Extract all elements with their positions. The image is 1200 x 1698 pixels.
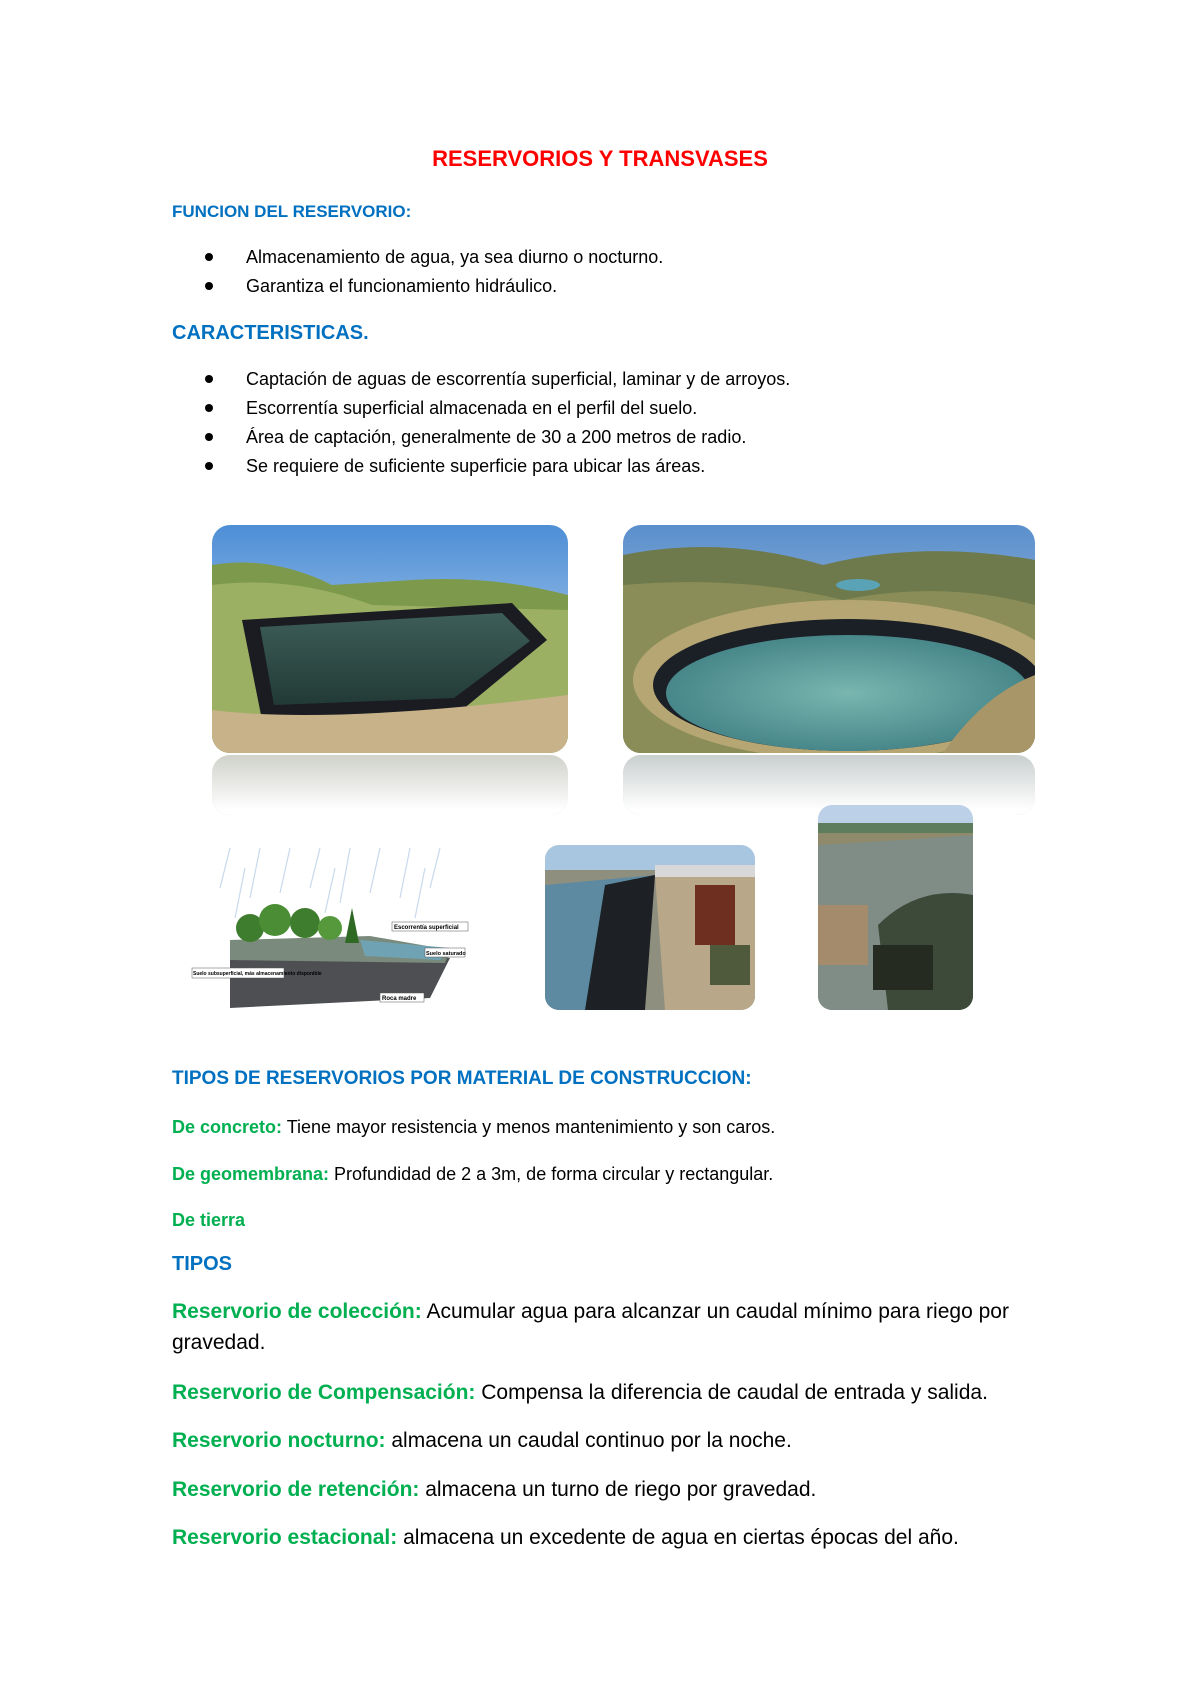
channel-photo — [545, 845, 755, 1010]
material-tierra: De tierra — [172, 1210, 246, 1230]
tipo-nocturno: Reservorio nocturno: almacena un caudal continuo por la noche. — [172, 1429, 792, 1452]
diagram-label-runoff: Escorrentía superficial — [394, 925, 459, 931]
tipo-coleccion: Reservorio de colección: Acumular agua para alcanzar un caudal mínimo para riego por gravedad. — [172, 1300, 1009, 1354]
photo-reflection — [212, 755, 568, 815]
bullet-icon — [205, 375, 213, 383]
outlet-photo — [818, 805, 973, 1010]
tipo-compensacion: Reservorio de Compensación: Compensa la diferencia de caudal de entrada y salida. — [172, 1381, 988, 1404]
caracteristicas-heading: CARACTERISTICAS. — [172, 322, 369, 344]
list-item: Escorrentía superficial almacenada en el perfil del suelo. — [172, 394, 790, 423]
bullet-icon — [205, 404, 213, 412]
diagram-label-rock: Roca madre — [382, 996, 417, 1002]
tipo-retencion: Reservorio de retención: almacena un turno de riego por gravedad. — [172, 1478, 817, 1501]
material-concreto: De concreto: Tiene mayor resistencia y menos mantenimiento y son caros. — [172, 1117, 776, 1137]
page-title: RESERVORIOS Y TRANSVASES — [432, 146, 768, 171]
list-item: Se requiere de suficiente superficie para ubicar las áreas. — [172, 452, 790, 481]
bullet-icon — [205, 433, 213, 441]
list-item: Garantiza el funcionamiento hidráulico. — [172, 272, 663, 301]
diagram-label-soil: Suelo saturado — [426, 951, 466, 957]
material-geomembrana: De geomembrana: Profundidad de 2 a 3m, de forma circular y rectangular. — [172, 1164, 774, 1184]
funcion-heading: FUNCION DEL RESERVORIO: — [172, 202, 412, 221]
bullet-icon — [205, 282, 213, 290]
reservoir-photo-rectangular — [212, 525, 568, 753]
funcion-list — [172, 243, 663, 301]
list-item: Área de captación, generalmente de 30 a 200 metros de radio. — [172, 423, 790, 452]
reservoir-photo-circular — [623, 525, 1035, 753]
list-item: Almacenamiento de agua, ya sea diurno o nocturno. — [172, 243, 663, 272]
tipos-heading: TIPOS — [172, 1253, 233, 1275]
caracteristicas-list — [172, 365, 790, 481]
tipo-estacional: Reservorio estacional: almacena un excedente de agua en ciertas épocas del año. — [172, 1526, 959, 1549]
list-item: Captación de aguas de escorrentía superficial, laminar y de arroyos. — [172, 365, 790, 394]
diagram-label-subsoil: Suelo subsuperficial, más almacenamiento disponible — [193, 971, 322, 977]
bullet-icon — [205, 462, 213, 470]
bullet-icon — [205, 253, 213, 261]
runoff-diagram — [190, 848, 475, 1018]
materiales-heading: TIPOS DE RESERVORIOS POR MATERIAL DE CONSTRUCCION: — [172, 1068, 752, 1089]
